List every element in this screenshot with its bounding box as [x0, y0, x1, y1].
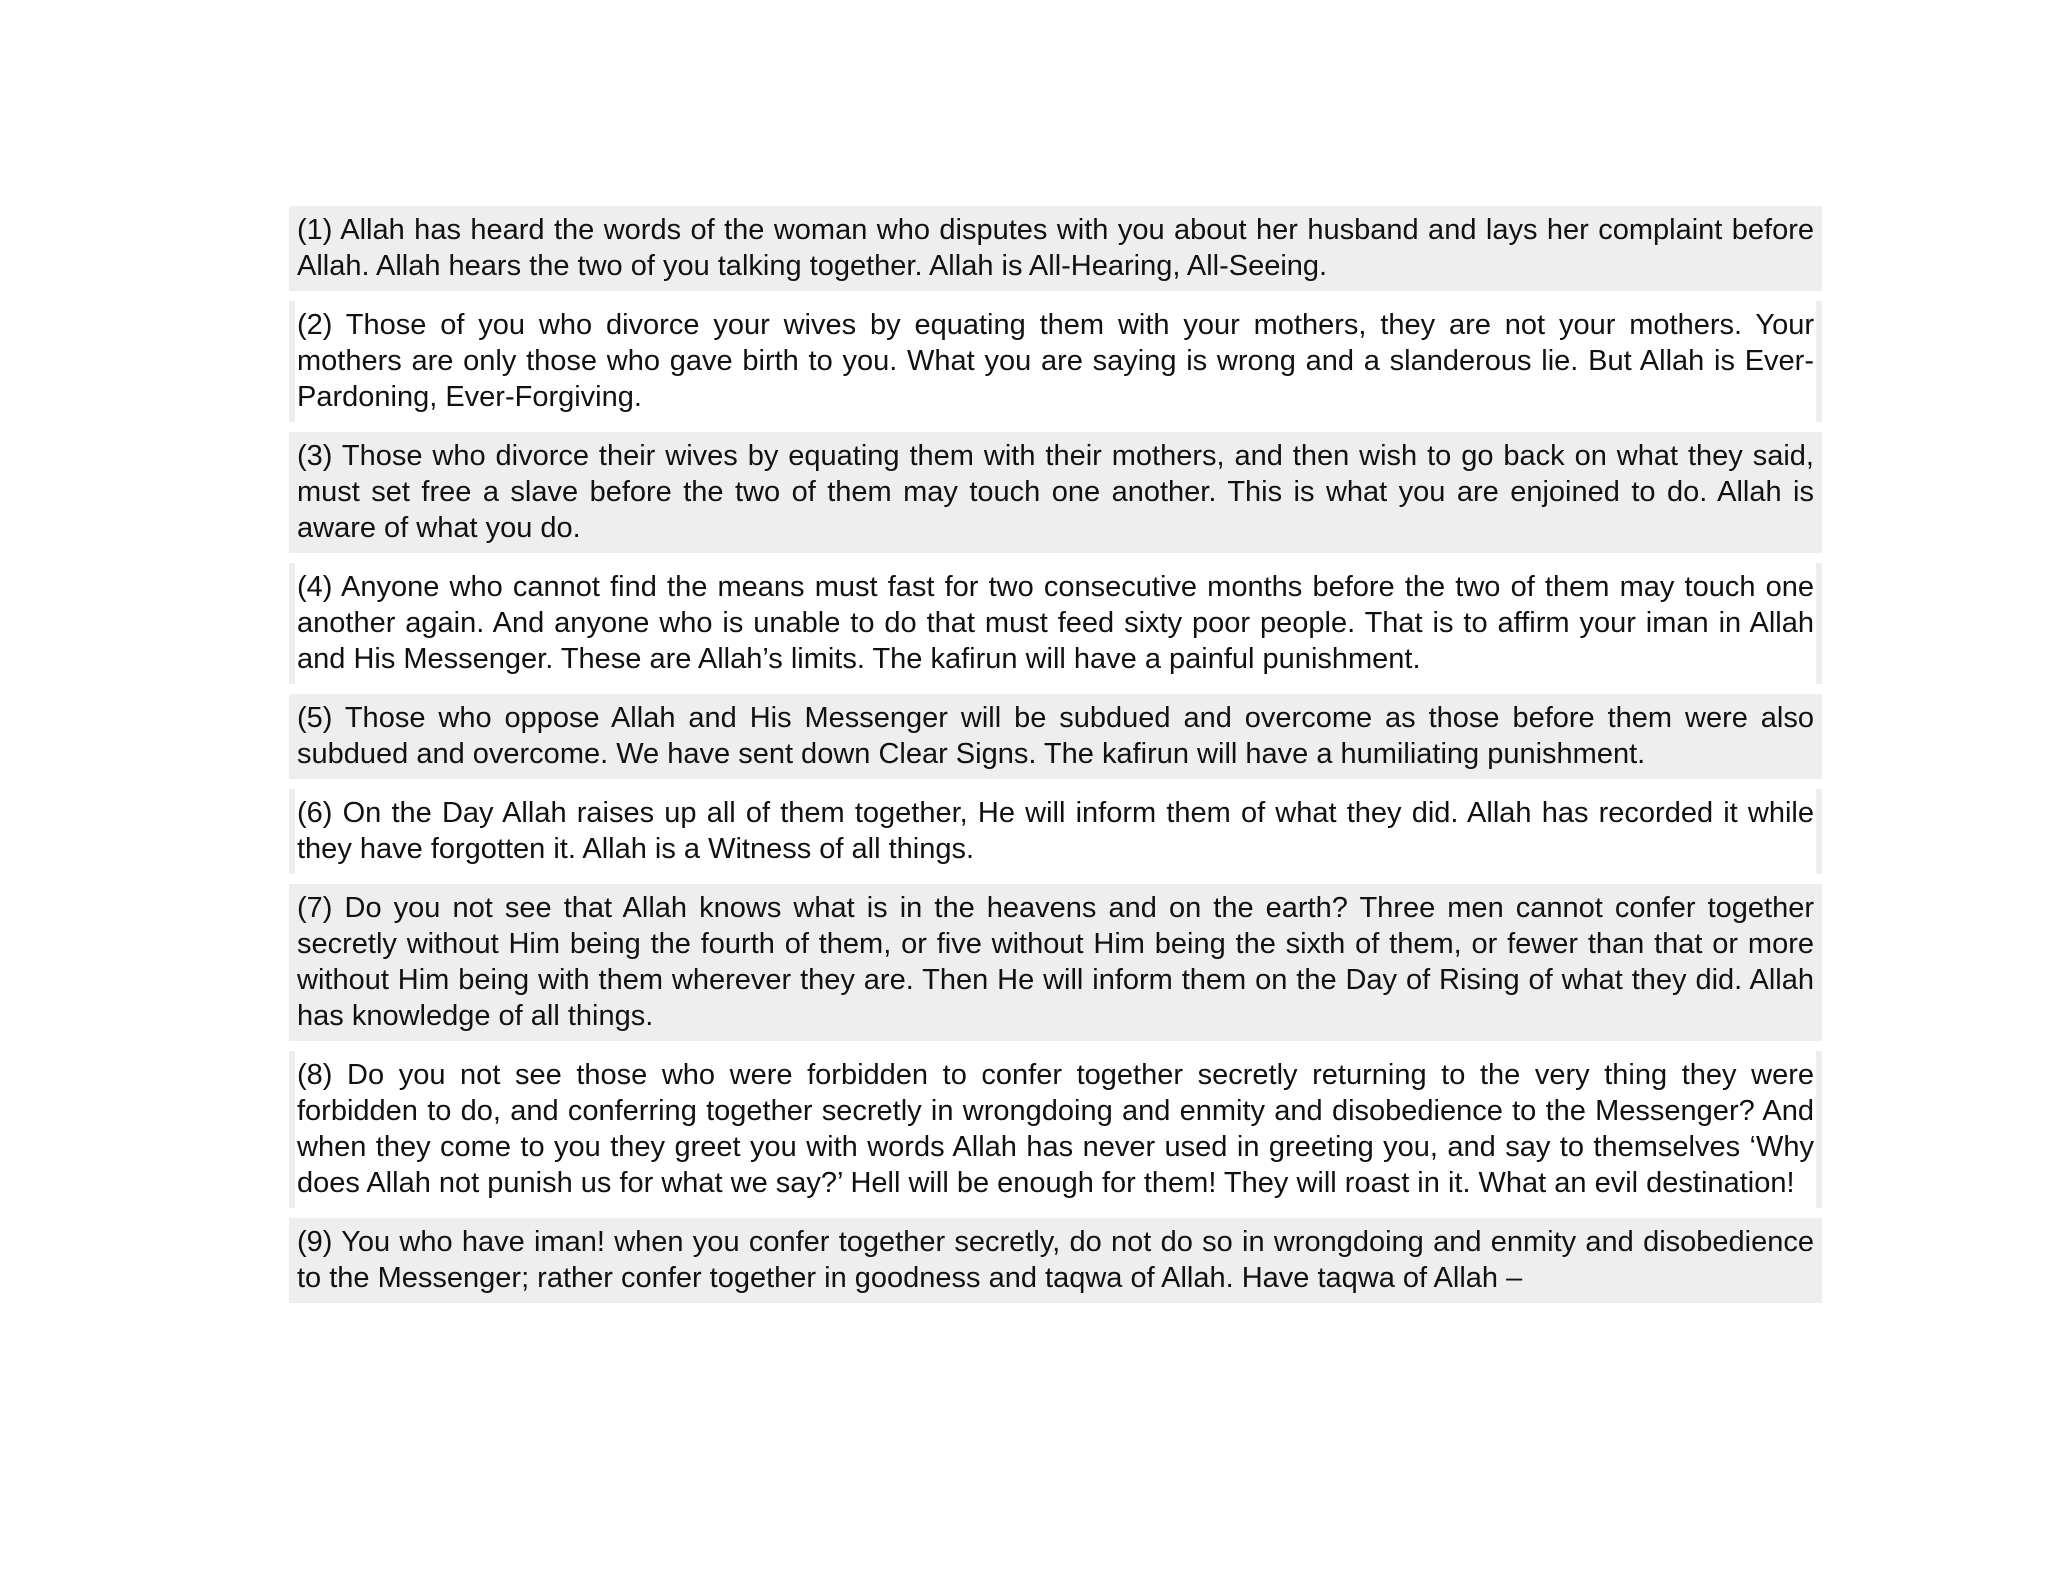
- verse-text: (6) On the Day Allah raises up all of them together, He will inform them of what they did. Allah has recorded it while they have forgotten it. Allah is a Witness of all things.: [297, 797, 1814, 865]
- verse-7: [289, 884, 1822, 1041]
- verse-text: (3) Those who divorce their wives by equating them with their mothers, and then wish to go back on what they said, must set free a slave before the two of them may touch one another. This is what you are enjoined to do. Allah is aware of what you do.: [297, 440, 1814, 544]
- verse-5: [289, 694, 1822, 779]
- verse-6: [289, 789, 1822, 874]
- verse-3: [289, 432, 1822, 553]
- verse-1: [289, 206, 1822, 291]
- verse-text: (8) Do you not see those who were forbidden to confer together secretly returning to the very thing they were forbidden to do, and conferring together secretly in wrongdoing and enmity and disobedience to the Messenger? And when they come to you they greet you with words Allah has never used in greeting you, and say to themselves ‘Why does Allah not punish us for what we say?’ Hell will be enough for them! They will roast in it. What an evil destination!: [297, 1059, 1814, 1199]
- verse-text: (9) You who have iman! when you confer together secretly, do not do so in wrongdoing and enmity and disobedience to the Messenger; rather confer together in goodness and taqwa of Allah. Have taqwa of Allah –: [297, 1226, 1814, 1294]
- verse-2: [289, 301, 1822, 422]
- verse-text: (5) Those who oppose Allah and His Messenger will be subdued and overcome as those before them were also subdued and overcome. We have sent down Clear Signs. The kafirun will have a humiliating punishment.: [297, 702, 1814, 770]
- verse-9: [289, 1218, 1822, 1303]
- verse-8: [289, 1051, 1822, 1208]
- verse-text: (2) Those of you who divorce your wives by equating them with your mothers, they are not your mothers. Your mothers are only those who gave birth to you. What you are saying is wrong and a slanderous lie. But Allah is Ever-Pardoning, Ever-Forgiving.: [297, 309, 1814, 413]
- verse-list: [289, 206, 1822, 1303]
- verse-4: [289, 563, 1822, 684]
- verse-text: (4) Anyone who cannot find the means must fast for two consecutive months before the two of them may touch one another again. And anyone who is unable to do that must feed sixty poor people. That is to affirm your iman in Allah and His Messenger. These are Allah’s limits. The kafirun will have a painful punishment.: [297, 571, 1814, 675]
- verse-text: (7) Do you not see that Allah knows what is in the heavens and on the earth? Three men cannot confer together secretly without Him being the fourth of them, or five without Him being the sixth of them, or fewer than that or more without Him being with them wherever they are. Then He will inform them on the Day of Rising of what they did. Allah has knowledge of all things.: [297, 892, 1814, 1032]
- verse-text: (1) Allah has heard the words of the woman who disputes with you about her husband and lays her complaint before Allah. Allah hears the two of you talking together. Allah is All-Hearing, All-Seeing.: [297, 214, 1814, 282]
